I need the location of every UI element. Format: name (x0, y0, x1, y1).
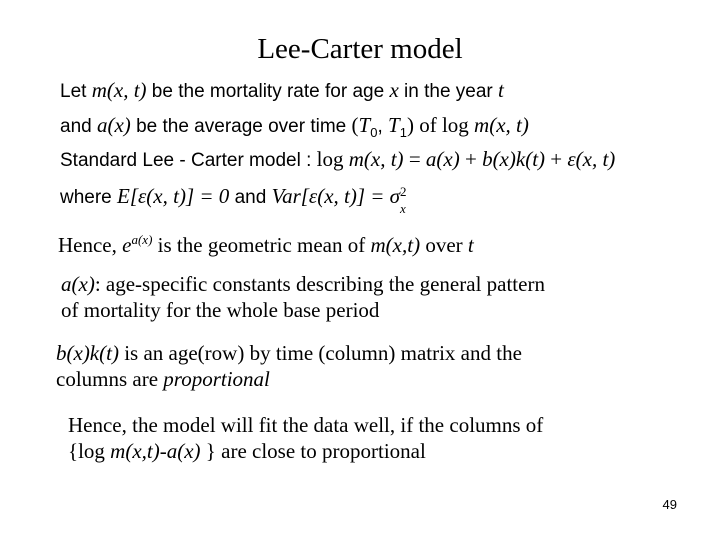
equation-line-1 (60, 78, 504, 104)
eq1-m: m (91, 78, 107, 102)
eq3-plus-2: + (545, 147, 568, 171)
p4-ax: a(x) (166, 439, 201, 463)
eq2-close: ) of (406, 113, 442, 137)
eq3-k: k (515, 147, 526, 171)
p3-line1 (56, 340, 522, 366)
eq2-log: log (441, 113, 475, 137)
eq4-Var-expr: [ε(x, t)] = σ (300, 184, 401, 208)
eq3-m: m (348, 147, 364, 171)
paragraph-model-fit (68, 412, 543, 464)
equation-line-4 (60, 183, 412, 216)
p3-line2-start: columns are (56, 367, 164, 391)
eq2-middle: be the average over time (130, 116, 352, 137)
eq4-E: E (117, 184, 130, 208)
p2-ax: a(x) (61, 272, 95, 296)
eq3-log: log (316, 147, 349, 171)
eq2-comma: , (377, 116, 389, 137)
p4-mxt: m(x,t) (110, 439, 160, 463)
eq2-and: and (60, 116, 97, 137)
eq2-T0: T (358, 113, 371, 137)
eq4-Var: Var (271, 184, 301, 208)
p1-exponent: a(x) (131, 232, 153, 247)
eq4-and: and (229, 187, 272, 208)
p2-line1-rest: : age-specific constants describing the general pattern (94, 272, 545, 296)
eq1-middle: be the mortality rate for age (146, 81, 390, 102)
eq2-a-args: (x) (107, 113, 131, 137)
eq3-b: b (482, 147, 493, 171)
eq1-t: t (498, 78, 504, 102)
paragraph-bk-matrix (56, 340, 522, 392)
p1-mxt: m(x,t) (370, 233, 421, 257)
eq3-label: Standard Lee - Carter model : (60, 150, 317, 171)
eq4-E-expr: [ε(x, t)] = 0 (129, 184, 230, 208)
eq4-sigma-scripts (400, 183, 412, 216)
paragraph-ax-definition (61, 271, 545, 323)
eq1-in-year: in the year (398, 81, 499, 102)
p3-proportional: proportional (163, 367, 270, 391)
p1-text1: is the geometric mean of (152, 233, 371, 257)
eq3-b-args: (x) (492, 147, 516, 171)
p4-line2-end: } are close to proportional (200, 439, 426, 463)
eq3-a: a (425, 147, 437, 171)
eq3-epsilon: ε (567, 147, 576, 171)
p1-hence: Hence, (58, 233, 123, 257)
p3-line2 (56, 366, 522, 392)
p1-t: t (467, 233, 474, 257)
eq2-args: (x, t) (489, 113, 529, 137)
eq2-T0-sub: 0 (370, 124, 378, 140)
p3-bxkt: b(x)k(t) (56, 341, 119, 365)
equation-line-2: and a(x) be the average over time ($T_0$, $T_1$) of log m(x, t) (60, 113, 529, 140)
eq2-T1-sub: 1 (399, 124, 407, 140)
eq4-where: where (60, 187, 118, 208)
eq1-args: (x, t) (106, 78, 147, 102)
eq3-a-args: (x) (436, 147, 460, 171)
p2-line2: of mortality for the whole base period (61, 298, 380, 322)
eq3-k-args: (t) (525, 147, 546, 171)
p4-line2 (68, 438, 543, 464)
p1-e: e (122, 233, 132, 257)
paragraph-geometric-mean (58, 232, 474, 258)
eq2-a: a (96, 113, 108, 137)
p3-line1-rest: is an age(row) by time (column) matrix and the (118, 341, 522, 365)
eq3-plus-1: + (459, 147, 483, 171)
p4-line2-start: {log (68, 439, 111, 463)
eq4-sigma-sup: 2 (400, 183, 407, 199)
slide-title: Lee-Carter model (257, 33, 463, 65)
p2-line1 (61, 271, 545, 297)
eq3-eps-args: (x, t) (575, 147, 616, 171)
eq3-args: (x, t) (363, 147, 404, 171)
page-number: 49 (662, 497, 677, 512)
p4-dash: - (159, 439, 167, 463)
eq2-T1: T (388, 113, 400, 137)
p1-text2: over (420, 233, 468, 257)
eq1-x: x (389, 78, 399, 102)
eq2-m: m (474, 113, 490, 137)
equation-line-3 (60, 147, 615, 173)
eq3-equals: = (403, 147, 426, 171)
p4-line1: Hence, the model will fit the data well, if the columns of (68, 413, 544, 437)
eq4-sigma-sub: x (400, 200, 406, 216)
eq1-let: Let (60, 81, 87, 102)
